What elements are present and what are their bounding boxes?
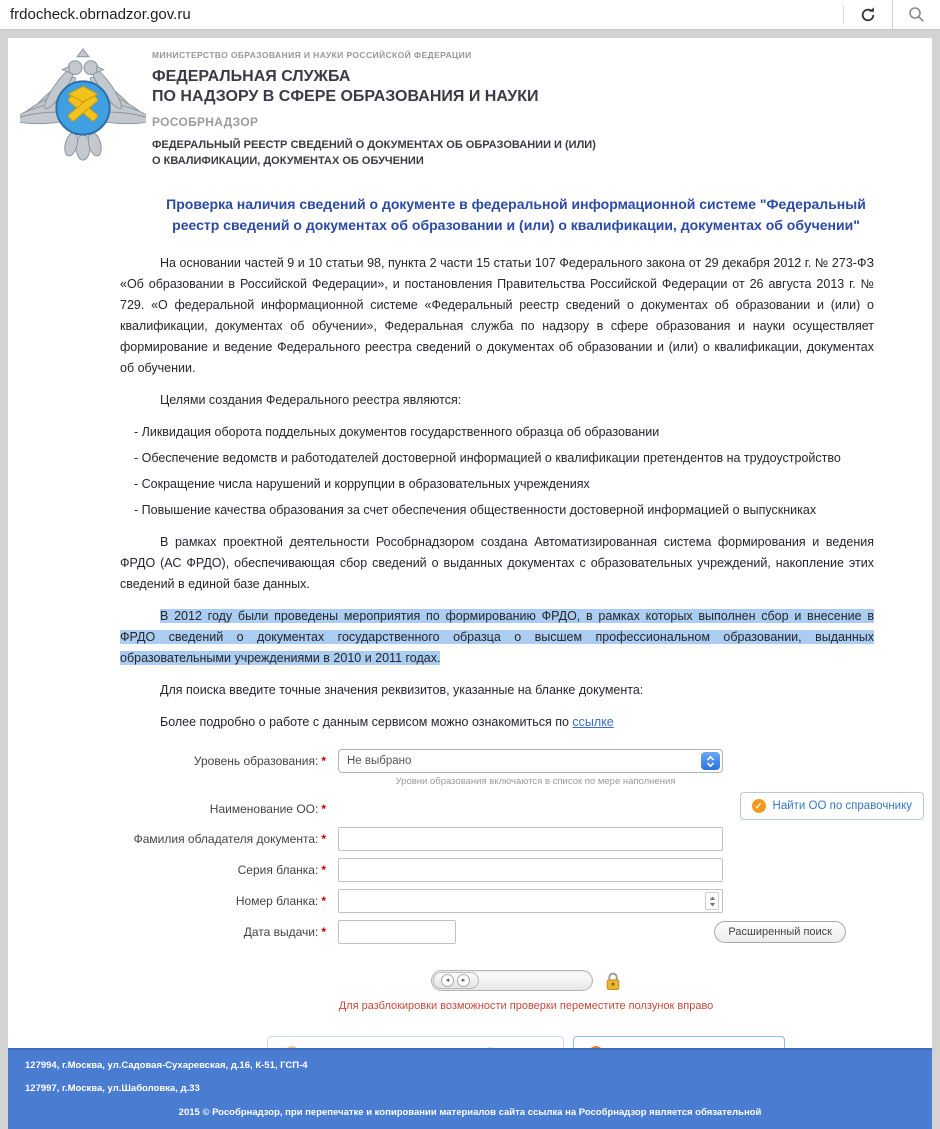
education-level-value: Не выбрано — [347, 755, 412, 767]
goal-item: - Повышение качества образования за счет обеспечения общественности достоверной информацией о выпускниках — [134, 503, 817, 517]
advanced-search-button[interactable]: Расширенный поиск — [714, 921, 846, 943]
required-marker: * — [321, 863, 326, 877]
ministry-line: МИНИСТЕРСТВО ОБРАЗОВАНИЯ И НАУКИ РОССИЙСКОЙ ФЕДЕРАЦИИ — [152, 50, 472, 60]
agency-name: РОСОБРНАДЗОР — [152, 115, 259, 129]
service-name-line1: ФЕДЕРАЛЬНАЯ СЛУЖБА — [152, 68, 351, 85]
series-row — [8, 858, 932, 882]
registry-name-line1: ФЕДЕРАЛЬНЫЙ РЕЕСТР СВЕДЕНИЙ О ДОКУМЕНТАХ ОБ ОБРАЗОВАНИИ И (ИЛИ) — [152, 139, 596, 151]
check-circle-icon: ✓ — [752, 799, 766, 813]
browser-bar — [0, 0, 940, 30]
unlock-slider-handle[interactable] — [433, 972, 479, 989]
unlock-slider-track[interactable] — [431, 970, 593, 991]
service-name-line2: ПО НАДЗОРУ В СФЕРЕ ОБРАЗОВАНИЯ И НАУКИ — [152, 88, 539, 105]
org-name-row — [8, 794, 932, 824]
reload-button[interactable] — [844, 0, 892, 29]
slider-left-arrow-icon[interactable]: ◂ — [441, 974, 454, 987]
required-marker: * — [321, 832, 326, 846]
unlock-slider-hint: Для разблокировки возможности проверки переместите ползунок вправо — [338, 1000, 714, 1012]
education-level-row — [8, 749, 932, 787]
issue-date-row — [8, 920, 932, 944]
reload-icon — [859, 6, 877, 24]
search-form — [8, 749, 932, 944]
goal-item: - Ликвидация оборота поддельных документов государственного образца об образовании — [134, 425, 660, 439]
spinner-arrows-icon — [709, 896, 716, 907]
goals-intro: Целями создания Федерального реестра являются: — [160, 393, 462, 407]
search-button[interactable] — [892, 0, 940, 29]
intro-paragraph-2012 — [120, 606, 874, 669]
education-level-hint: Уровни образования включаются в список по мере наполнения — [395, 776, 676, 787]
find-org-button-label: Найти ОО по справочнику — [772, 800, 912, 812]
lock-icon — [604, 971, 622, 991]
issue-date-label: Дата выдачи: * — [243, 925, 326, 939]
issue-date-input[interactable] — [338, 920, 456, 944]
highlighted-text: В 2012 году были проведены мероприятия по формированию ФРДО, в рамках которых выполнен сбор и внесение в ФРДО сведений о документах государственного образца о высшем профессиональном образовании, выданных образовательными учреждениями в 2010 и 2011 годах. — [120, 609, 874, 665]
series-input[interactable] — [338, 858, 723, 882]
intro-text — [8, 236, 932, 733]
required-marker: * — [321, 925, 326, 939]
surname-label: Фамилия обладателя документа: * — [133, 832, 326, 846]
page — [8, 38, 932, 1129]
registry-name-line2: О КВАЛИФИКАЦИИ, ДОКУМЕНТАХ ОБ ОБУЧЕНИИ — [152, 155, 424, 167]
intro-paragraph-law: На основании частей 9 и 10 статьи 98, пункта 2 части 15 статьи 107 Федерального закона от 29 декабря 2012 г. № 273-ФЗ «Об образовании в Российской Федерации», и постановления Правительства Российской Федерации от 26 августа 2013 г. № 729. «О федеральной информационной системе «Федеральный реестр сведений о документах об образовании и (или) о квалификации, документах об обучении», Федеральная служба по надзору в сфере образования и науки осуществляет формирование и ведение Федерального реестра сведений о документах об образовании и (или) о квалификации, документах об обучении. — [120, 256, 874, 375]
page-footer — [8, 1048, 932, 1129]
site-header — [8, 46, 932, 174]
help-link[interactable]: ссылке — [572, 715, 614, 729]
org-name-label: Наименование ОО: * — [209, 802, 326, 816]
header-text-block — [152, 46, 932, 169]
required-marker: * — [321, 754, 326, 768]
footer-address-1: 127994, г.Москва, ул.Садовая-Сухаревская, д.16, К-51, ГСП-4 — [25, 1060, 308, 1071]
footer-address-2: 127997, г.Москва, ул.Шаболовка, д.33 — [25, 1083, 200, 1094]
goal-item: - Обеспечение ведомств и работодателей достоверной информацией о квалификации претендентов на трудоустройство — [134, 451, 841, 465]
number-input[interactable] — [338, 889, 723, 913]
chevron-up-down-icon — [701, 752, 720, 770]
number-row — [8, 889, 932, 913]
surname-input[interactable] — [338, 827, 723, 851]
surname-row — [8, 827, 932, 851]
more-info-prefix: Более подробно о работе с данным сервисом можно ознакомиться по — [160, 715, 573, 729]
series-label: Серия бланка: * — [237, 863, 326, 877]
search-icon — [908, 6, 925, 23]
rosobrnadzor-emblem-icon — [20, 46, 146, 164]
number-label: Номер бланка: * — [235, 894, 326, 908]
required-marker: * — [321, 802, 326, 816]
education-level-select[interactable] — [338, 749, 723, 773]
footer-copyright: 2015 © Рособрнадзор, при перепечатке и копировании материалов сайта ссылка на Рособрнадзор является обязательной — [178, 1107, 762, 1118]
number-spinner[interactable] — [705, 892, 719, 910]
unlock-slider-row — [120, 970, 932, 991]
intro-paragraph-asfrdo: В рамках проектной деятельности Рособрнадзором создана Автоматизированная система формирования и ведения ФРДО (АС ФРДО), обеспечивающая сбор сведений о выданных документах с образовательных учреждений, накопление этих сведений в единой базе данных. — [120, 535, 874, 591]
address-bar[interactable]: frdocheck.obrnadzor.gov.ru — [10, 6, 191, 23]
goal-item: - Сокращение числа нарушений и коррупции в образовательных учреждениях — [134, 477, 590, 491]
required-marker: * — [321, 894, 326, 908]
slider-right-arrow-icon[interactable]: ▸ — [457, 974, 470, 987]
more-info-line — [120, 712, 874, 733]
education-level-label: Уровень образования: * — [193, 754, 326, 768]
search-instruction: Для поиска введите точные значения реквизитов, указанные на бланке документа: — [160, 683, 644, 697]
service-name — [152, 67, 932, 107]
find-org-button[interactable] — [740, 792, 924, 820]
page-title: Проверка наличия сведений о документе в федеральной информационной системе "Федеральный реестр сведений о документах об образовании и (или) о квалификации, документах об обучении" — [166, 196, 866, 233]
registry-name — [152, 137, 932, 169]
